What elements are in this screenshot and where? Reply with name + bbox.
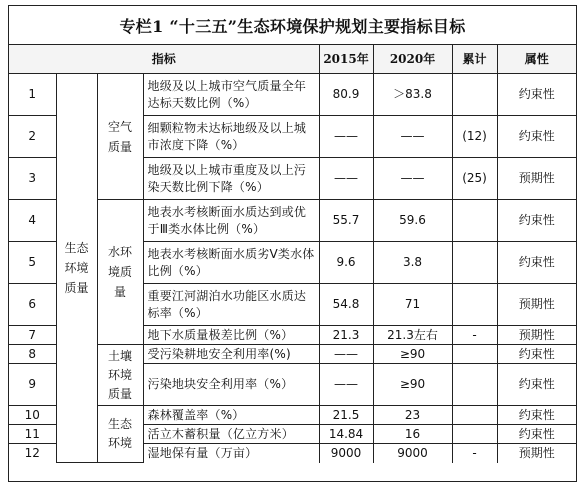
- row-number: 5: [9, 242, 56, 284]
- value-2015: 9000: [319, 444, 373, 463]
- group-soil-label: 土壤环境质量: [107, 348, 132, 401]
- value-2020: 59.6: [373, 200, 452, 242]
- value-2020: 71: [373, 284, 452, 326]
- row-number: 9: [9, 364, 56, 406]
- indicator-cell: 地下水质量极差比例（%）: [143, 326, 319, 345]
- indicator-box: [8, 5, 577, 482]
- value-attribute: 约束性: [497, 425, 576, 444]
- group-air-label: 空气质量: [107, 119, 132, 154]
- table-row: [9, 74, 576, 116]
- value-cumulative: [452, 406, 497, 425]
- value-2015: ——: [319, 345, 373, 364]
- header-indicator: 指标: [9, 45, 319, 74]
- row-number: 11: [9, 425, 56, 444]
- value-2015: 21.5: [319, 406, 373, 425]
- value-2020: 21.3左右: [373, 326, 452, 345]
- value-2020: ——: [373, 116, 452, 158]
- value-cumulative: -: [452, 326, 497, 345]
- value-2020: 9000: [373, 444, 452, 463]
- header-2020: 2020年: [373, 45, 452, 74]
- value-2015: 21.3: [319, 326, 373, 345]
- value-2020: 3.8: [373, 242, 452, 284]
- group-eco-label: 生态环境: [107, 417, 132, 450]
- value-2020: ＞83.8: [373, 74, 452, 116]
- row-number: 7: [9, 326, 56, 345]
- value-cumulative: [452, 364, 497, 406]
- indicator-cell: 地表水考核断面水质劣Ⅴ类水体比例（%）: [143, 242, 319, 284]
- row-number: 10: [9, 406, 56, 425]
- value-2020: ——: [373, 158, 452, 200]
- indicator-cell: 地级及以上城市重度及以上污染天数比例下降（%）: [143, 158, 319, 200]
- header-cumulative: 累计: [452, 45, 497, 74]
- value-2015: ——: [319, 364, 373, 406]
- value-attribute: 约束性: [497, 364, 576, 406]
- indicator-cell: 活立木蓄积量（亿立方米）: [143, 425, 319, 444]
- value-2015: 14.84: [319, 425, 373, 444]
- header-attribute: 属性: [497, 45, 576, 74]
- category-cell: [56, 74, 97, 463]
- value-attribute: 约束性: [497, 406, 576, 425]
- indicator-cell: 重要江河湖泊水功能区水质达标率（%）: [143, 284, 319, 326]
- category-label: 生态环境质量: [64, 241, 89, 295]
- value-2015: 54.8: [319, 284, 373, 326]
- value-2015: 55.7: [319, 200, 373, 242]
- value-cumulative: [452, 425, 497, 444]
- value-2020: 23: [373, 406, 452, 425]
- indicator-cell: 污染地块安全利用率（%）: [143, 364, 319, 406]
- value-attribute: 约束性: [497, 200, 576, 242]
- box-title: 专栏1 “十三五”生态环境保护规划主要指标目标: [9, 6, 576, 45]
- group-air: [97, 74, 143, 200]
- header-2015: 2015年: [319, 45, 373, 74]
- value-2020: ≥90: [373, 364, 452, 406]
- value-2015: 80.9: [319, 74, 373, 116]
- value-cumulative: [452, 200, 497, 242]
- header-row: [9, 45, 576, 74]
- indicator-cell: 地表水考核断面水质达到或优于Ⅲ类水体比例（%）: [143, 200, 319, 242]
- indicator-cell: 湿地保有量（万亩）: [143, 444, 319, 463]
- row-number: 4: [9, 200, 56, 242]
- value-cumulative: [452, 345, 497, 364]
- row-number: 1: [9, 74, 56, 116]
- value-2015: ——: [319, 158, 373, 200]
- value-attribute: 约束性: [497, 116, 576, 158]
- row-number: 6: [9, 284, 56, 326]
- value-2015: ——: [319, 116, 373, 158]
- indicator-table: [9, 45, 576, 463]
- value-cumulative: [452, 242, 497, 284]
- row-number: 12: [9, 444, 56, 463]
- value-attribute: 预期性: [497, 444, 576, 463]
- value-cumulative: -: [452, 444, 497, 463]
- indicator-cell: 地级及以上城市空气质量全年达标天数比例（%）: [143, 74, 319, 116]
- value-2020: 16: [373, 425, 452, 444]
- value-attribute: 约束性: [497, 345, 576, 364]
- value-attribute: 预期性: [497, 158, 576, 200]
- indicator-cell: 受污染耕地安全利用率(%): [143, 345, 319, 364]
- value-2015: 9.6: [319, 242, 373, 284]
- value-cumulative: [452, 74, 497, 116]
- value-cumulative: (25): [452, 158, 497, 200]
- value-attribute: 预期性: [497, 284, 576, 326]
- indicator-cell: 细颗粒物未达标地级及以上城市浓度下降（%）: [143, 116, 319, 158]
- group-water-label: 水环境质量: [107, 245, 132, 299]
- group-eco: [97, 406, 143, 463]
- group-water: [97, 200, 143, 345]
- group-soil: [97, 345, 143, 406]
- row-number: 3: [9, 158, 56, 200]
- value-2020: ≥90: [373, 345, 452, 364]
- row-number: 8: [9, 345, 56, 364]
- row-number: 2: [9, 116, 56, 158]
- value-attribute: 约束性: [497, 242, 576, 284]
- value-attribute: 约束性: [497, 74, 576, 116]
- indicator-cell: 森林覆盖率（%）: [143, 406, 319, 425]
- value-cumulative: (12): [452, 116, 497, 158]
- value-attribute: 预期性: [497, 326, 576, 345]
- value-cumulative: [452, 284, 497, 326]
